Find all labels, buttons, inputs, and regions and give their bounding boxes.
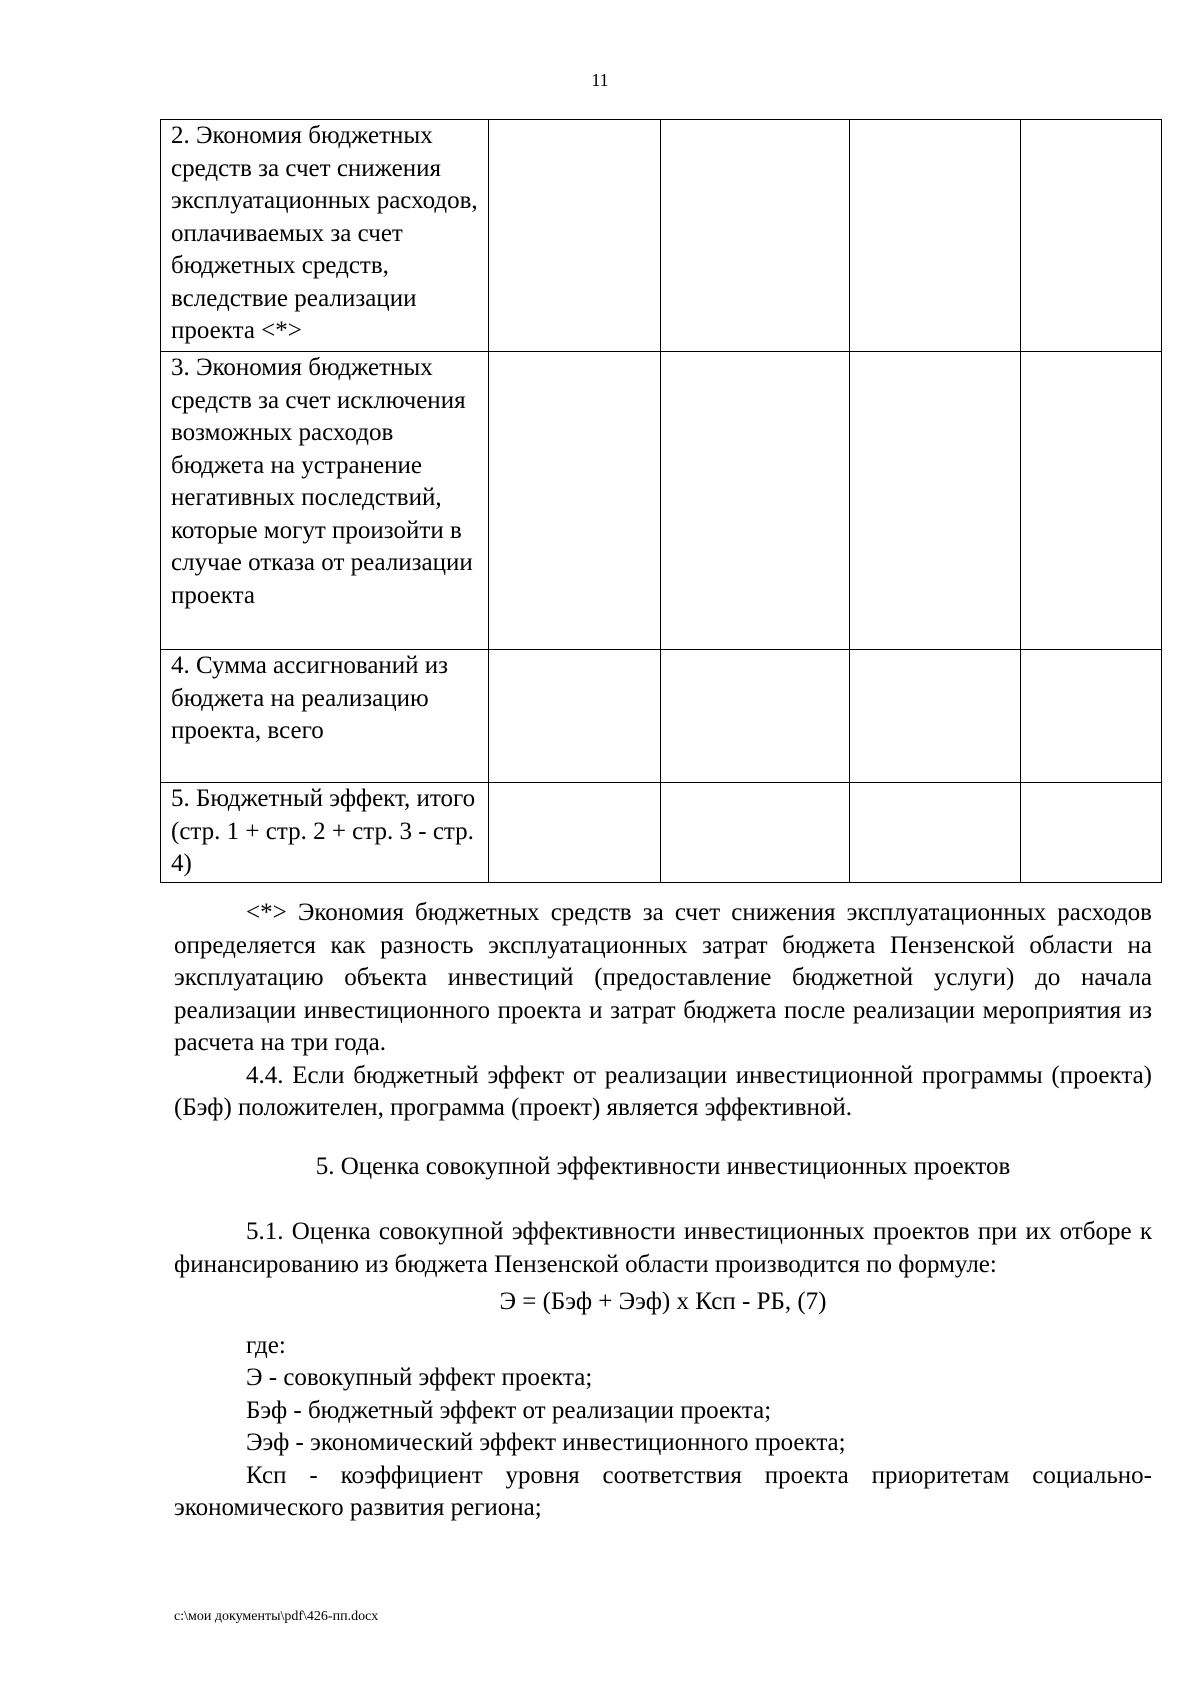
empty-cell bbox=[850, 120, 1021, 352]
where-label: где: bbox=[246, 1331, 286, 1359]
empty-cell bbox=[850, 650, 1021, 783]
formula: Э = (Бэф + Ээф) х Ксп - РБ, (7) bbox=[499, 1288, 827, 1315]
section-heading: 5. Оценка совокупной эффективности инвестиционных проектов bbox=[315, 1153, 1011, 1180]
empty-cell bbox=[489, 352, 661, 650]
empty-cell bbox=[1021, 650, 1162, 783]
definition-item: Бэф - бюджетный эффект от реализации проекта; bbox=[246, 1396, 772, 1424]
empty-cell bbox=[661, 783, 850, 883]
empty-cell bbox=[1021, 352, 1162, 650]
table-row bbox=[161, 120, 1162, 352]
row-label-cell: 2. Экономия бюджетных средств за счет снижения эксплуатационных расходов, оплачиваемых за счет бюджетных средств, вследствие реализации проекта <*> bbox=[161, 120, 489, 352]
table-row bbox=[161, 352, 1162, 650]
text-block-2 bbox=[174, 1151, 1152, 1184]
text-block-3 bbox=[174, 1216, 1152, 1525]
empty-cell bbox=[489, 120, 661, 352]
definition-item: Ээф - экономический эффект инвестиционного проекта; bbox=[246, 1429, 846, 1456]
text-block-1 bbox=[174, 897, 1152, 1125]
empty-cell bbox=[661, 650, 850, 783]
paragraph-4-4: 4.4. Если бюджетный эффект от реализации инвестиционной программы (проекта) (Бэф) положителен, программа (проект) является эффективной. bbox=[174, 1061, 1152, 1121]
footer-file-path: c:\мои документы\pdf\426-пп.docx bbox=[174, 1609, 379, 1624]
empty-cell bbox=[661, 352, 850, 650]
row-label-cell: 3. Экономия бюджетных средств за счет исключения возможных расходов бюджета на устранение негативных последствий, которые могут произойти в случае отказа от реализации проекта bbox=[161, 352, 489, 650]
empty-cell bbox=[1021, 120, 1162, 352]
empty-cell bbox=[850, 783, 1021, 883]
budget-effect-table bbox=[160, 119, 1162, 883]
definition-item: Ксп - коэффициент уровня соответствия проекта приоритетам социально-экономического развития региона; bbox=[174, 1461, 1152, 1521]
paragraph-5-1: 5.1. Оценка совокупной эффективности инвестиционных проектов при их отборе к финансированию из бюджета Пензенской области производится по формуле: bbox=[174, 1218, 1152, 1278]
empty-cell bbox=[661, 120, 850, 352]
empty-cell bbox=[850, 352, 1021, 650]
empty-cell bbox=[489, 650, 661, 783]
row-label-cell: 5. Бюджетный эффект, итого (стр. 1 + стр. 2 + стр. 3 - стр. 4) bbox=[161, 783, 489, 883]
footnote-paragraph: <*> Экономия бюджетных средств за счет снижения эксплуатационных расходов определяется как разность эксплуатационных затрат бюджета Пензенской области на эксплуатацию объекта инвестиций (предоставление бюджетной услуги) до начала реализации инвестиционного проекта и затрат бюджета после реализации мероприятия из расчета на три года. bbox=[174, 899, 1152, 1056]
definition-item: Э - совокупный эффект проекта; bbox=[246, 1364, 593, 1391]
row-label-cell: 4. Сумма ассигнований из бюджета на реализацию проекта, всего bbox=[161, 650, 489, 783]
empty-cell bbox=[1021, 783, 1162, 883]
table-row bbox=[161, 650, 1162, 783]
page-number: 11 bbox=[591, 70, 609, 90]
empty-cell bbox=[489, 783, 661, 883]
table-row bbox=[161, 783, 1162, 883]
